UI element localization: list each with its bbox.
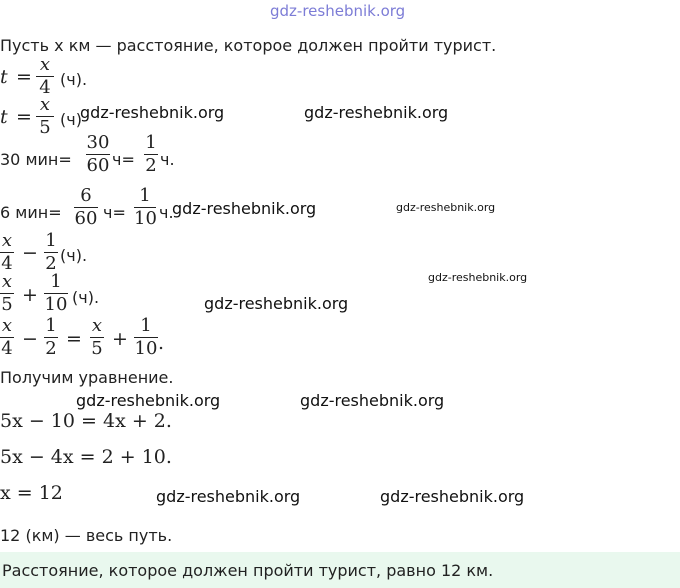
numerator: x [91, 315, 103, 336]
watermark: gdz-reshebnik.org [428, 271, 528, 284]
watermark: gdz-reshebnik.org [396, 201, 496, 214]
t-symbol-2: t [0, 106, 8, 128]
fraction-1-over-2 [44, 316, 58, 359]
unit-hours-2: (ч) [60, 110, 82, 129]
fraction-x-over-5 [36, 95, 54, 138]
denominator: 10 [134, 338, 158, 359]
fraction-1-over-2 [44, 231, 58, 274]
min30-mid: ч= [112, 150, 135, 169]
watermark: gdz-reshebnik.org [304, 103, 449, 122]
total-distance: 12 (км) — весь путь. [0, 526, 173, 545]
equation-3: x = 12 [0, 482, 63, 504]
numerator: x [39, 54, 51, 75]
watermark: gdz-reshebnik.org [156, 487, 301, 506]
numerator: 1 [45, 315, 57, 336]
denominator: 4 [39, 77, 51, 98]
denominator: 10 [44, 294, 68, 315]
numerator: 1 [145, 132, 157, 153]
denominator: 5 [39, 117, 51, 138]
answer-box [0, 552, 680, 588]
numerator: 1 [140, 315, 152, 336]
equals-1: = [16, 66, 32, 88]
watermark: gdz-reshebnik.org [300, 391, 445, 410]
unit-hours-4: (ч). [72, 288, 100, 307]
fraction-1-over-10 [44, 272, 68, 315]
minus-sign: − [22, 328, 38, 350]
denominator: 10 [134, 208, 157, 229]
watermark: gdz-reshebnik.org [76, 391, 221, 410]
equation-label: Получим уравнение. [0, 368, 174, 387]
numerator: x [1, 315, 13, 336]
period: . [158, 332, 165, 354]
min30-prefix: 30 мин= [0, 150, 72, 169]
numerator: x [39, 94, 51, 115]
minus-sign: − [22, 242, 38, 264]
min6-unit: ч. [159, 203, 174, 222]
denominator: 60 [74, 208, 98, 229]
fraction-x-over-5 [90, 316, 104, 359]
watermark-top: gdz-reshebnik.org [270, 2, 406, 20]
numerator: 6 [80, 185, 92, 206]
numerator: 30 [86, 132, 110, 153]
watermark: gdz-reshebnik.org [204, 294, 349, 313]
denominator: 2 [45, 253, 57, 274]
t-symbol-1: t [0, 66, 8, 88]
unit-hours-1: (ч). [60, 70, 88, 89]
watermark: gdz-reshebnik.org [172, 199, 317, 218]
equals-2: = [16, 106, 32, 128]
numerator: x [1, 271, 13, 292]
fraction-1-over-10 [134, 316, 158, 359]
min30-unit: ч. [160, 150, 175, 169]
numerator: 1 [45, 230, 57, 251]
numerator: 1 [50, 271, 62, 292]
unit-hours-3: (ч). [60, 246, 88, 265]
equals-sign: = [66, 328, 82, 350]
plus-sign: + [112, 328, 128, 350]
numerator: x [1, 230, 13, 251]
denominator: 4 [1, 253, 13, 274]
min6-prefix: 6 мин= [0, 203, 62, 222]
watermark: gdz-reshebnik.org [80, 103, 225, 122]
denominator: 4 [1, 338, 13, 359]
fraction-30-over-60 [86, 133, 110, 176]
fraction-1-over-10 [134, 186, 156, 229]
fraction-1-over-2 [144, 133, 158, 176]
denominator: 2 [45, 338, 57, 359]
answer-text: Расстояние, которое должен пройти турист, равно 12 км. [2, 561, 494, 580]
fraction-x-over-4 [0, 231, 14, 274]
denominator: 2 [145, 155, 157, 176]
intro-line: Пусть x км — расстояние, которое должен пройти турист. [0, 36, 497, 55]
numerator: 1 [139, 185, 151, 206]
equation-2: 5x − 4x = 2 + 10. [0, 446, 172, 468]
denominator: 5 [91, 338, 103, 359]
min6-mid: ч= [103, 203, 126, 222]
plus-sign: + [22, 284, 38, 306]
equation-1: 5x − 10 = 4x + 2. [0, 410, 172, 432]
fraction-x-over-4 [36, 55, 54, 98]
fraction-6-over-60 [74, 186, 98, 229]
fraction-x-over-4 [0, 316, 14, 359]
fraction-x-over-5 [0, 272, 14, 315]
denominator: 60 [86, 155, 110, 176]
watermark: gdz-reshebnik.org [380, 487, 525, 506]
denominator: 5 [1, 294, 13, 315]
